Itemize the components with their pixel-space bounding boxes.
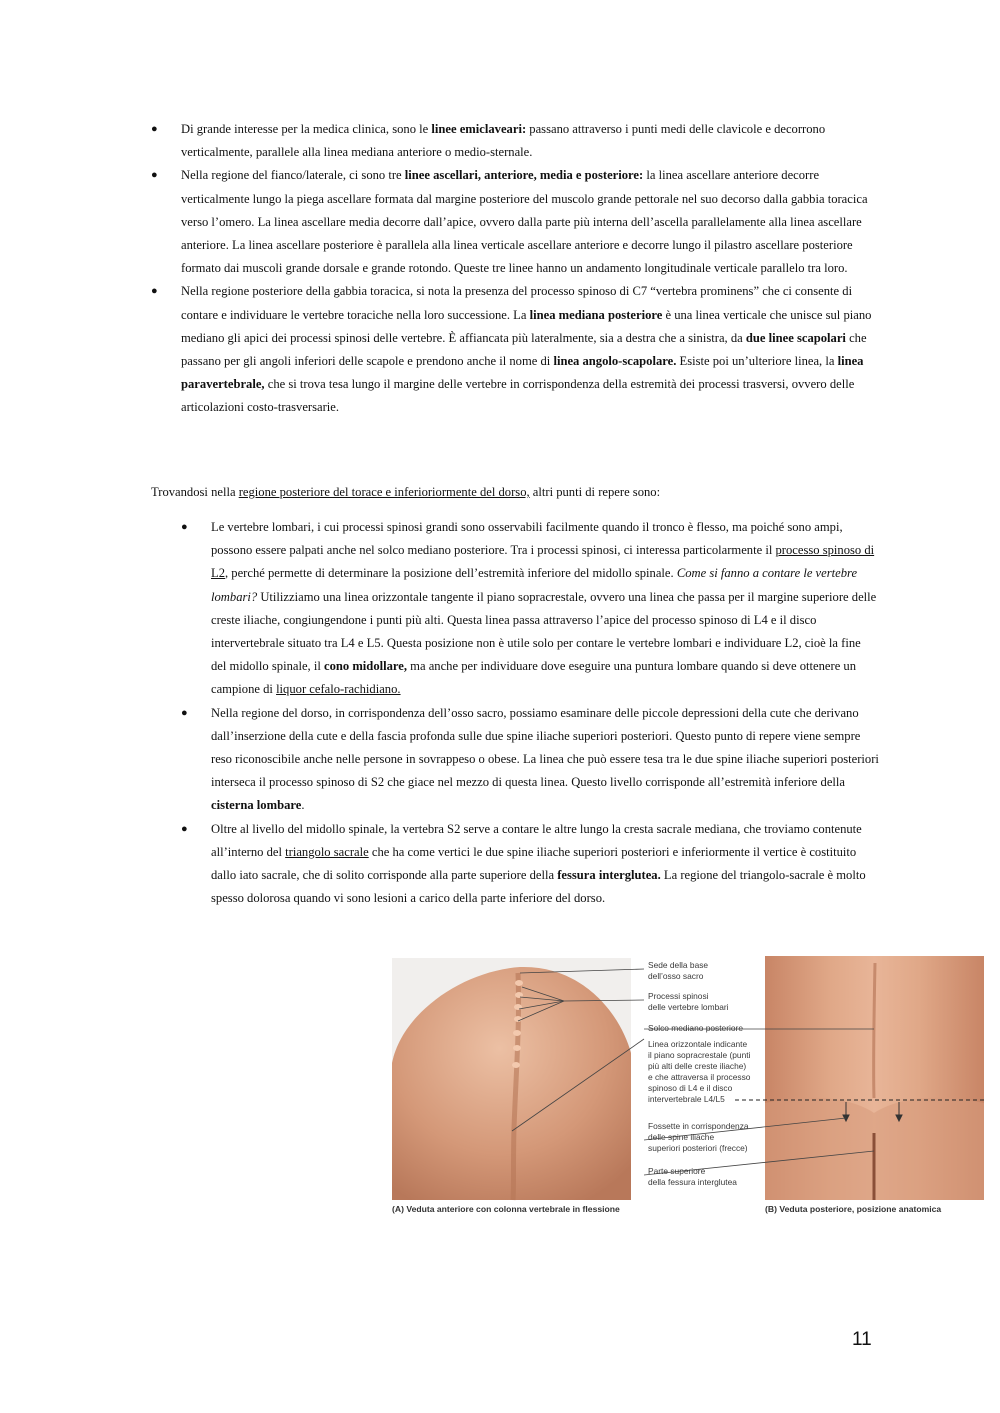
text-run: linea angolo-scapolare.: [553, 354, 677, 369]
text-run: liquor cefalo-rachidiano.: [276, 682, 401, 697]
label-fossette-line-1: Fossette in corrispondenza: [648, 1121, 749, 1131]
anatomy-figure: [392, 953, 984, 1219]
text-run: Le vertebre lombari, i cui processi spinosi grandi sono osservabili facilmente quando il tronco è flesso, ma poiché sono ampi, possono essere palpati anche nel solco mediano posteriore. Tra i processi spinosi, ci interessa particolarmente il: [211, 520, 843, 558]
label-linea-line-5: spinoso di L4 e il disco: [648, 1083, 733, 1093]
bullet-icon: ●: [181, 706, 188, 719]
label-linea-line-3: più alti delle creste iliache): [648, 1061, 747, 1071]
bullet-icon: ●: [151, 285, 158, 298]
text-run: Nella regione del dorso, in corrispondenza dell’osso sacro, possiamo esaminare delle piccole depressioni della cute che derivano dall’inserzione della cute e della fascia profonda sulle due spine iliache superiori posteriori. Questo punto di repere viene sempre reso riconoscibile anche nelle persone in sovrappeso o obese. La linea che può essere tesa tra le due spine iliache superiori posteriori interseca il processo spinoso di S2 che giace nel mezzo di questa linea. Questo livello corrisponde all’estremità inferiore della: [211, 705, 879, 790]
list-item: [151, 164, 879, 280]
bullet-icon: ●: [181, 822, 188, 835]
text-run: triangolo sacrale: [285, 844, 369, 859]
label-processi-line-1: Processi spinosi: [648, 991, 709, 1001]
text-run: linea paravertebrale,: [181, 354, 864, 392]
label-linea-line-2: il piano sopracrestale (punti: [648, 1050, 751, 1060]
text-run: ma anche per individuare dove eseguire una puntura lombare quando si deve ottenere un campione di: [211, 659, 857, 697]
label-processi-line-2: delle vertebre lombari: [648, 1002, 729, 1012]
page-number: 11: [852, 1329, 872, 1350]
label-fossette-line-3: superiori posteriori (frecce): [648, 1143, 748, 1153]
text-run: linee emiclaveari:: [431, 122, 527, 136]
label-sede-line-1: Sede della base: [648, 960, 709, 970]
text-run: fessura interglutea.: [557, 868, 661, 883]
text-run: Nella regione posteriore della gabbia toracica, si nota la presenza del processo spinoso di C7 “vertebra prominens” che ci consente di contare e individuare le vertebre toraciche nella loro successione. La: [181, 284, 853, 322]
list-item: [181, 702, 879, 818]
bullet-icon: ●: [151, 169, 158, 182]
anatomy-figure-svg: [392, 953, 984, 1219]
text-run: che passano per gli angoli inferiori delle scapole e prendono anche il nome di: [181, 330, 867, 369]
label-linea-line-1: Linea orizzontale indicante: [648, 1039, 748, 1049]
text-run: regione posteriore del torace e inferioriormente del dorso,: [238, 485, 530, 499]
text-run: linea mediana posteriore: [529, 307, 663, 322]
label-fessura-line-2: della fessura interglutea: [648, 1177, 737, 1187]
label-linea-line-4: e che attraversa il processo: [648, 1072, 751, 1082]
text-run: Di grande interesse per la medica clinica, sono le: [181, 122, 432, 136]
list-item: [151, 118, 879, 164]
label-solco: Solco mediano posteriore: [648, 1023, 743, 1033]
label-linea-line-6: intervertebrale L4/L5: [648, 1094, 725, 1104]
bullet-icon: ●: [181, 521, 188, 533]
text-run: passano attraverso i punti medi delle clavicole e decorrono verticalmente, parallele alla linea mediana anteriore o medio-sternale.: [181, 122, 826, 160]
text-run: La regione del triangolo-sacrale è molto spesso dolorosa quando vi sono lesioni a carico della parte inferiore del dorso.: [211, 868, 866, 906]
panel-b-groove: [874, 963, 875, 1098]
text-run: cono midollare,: [323, 659, 408, 674]
intro-paragraph: [151, 481, 879, 504]
text-run: linee ascellari, anteriore, media e posteriore:: [404, 168, 644, 183]
text-run: processo spinoso di L2: [211, 543, 875, 581]
list-item-text: [181, 122, 825, 159]
text-run: Nella regione del fianco/laterale, ci sono tre: [181, 168, 405, 183]
text-run: Esiste poi un’ulteriore linea, la: [676, 354, 838, 369]
text-run: , perché permette di determinare la posizione dell’estremità inferiore del midollo spinale.: [225, 566, 677, 581]
list-item-text: [211, 520, 876, 696]
label-sede-line-2: dell’osso sacro: [648, 971, 704, 981]
text-run: che si trova tesa lungo il margine delle vertebre in corrispondenza della estremità dei processi trasversi, ovvero delle articolazioni costo-trasversarie.: [181, 377, 855, 415]
text-run: due linee scapolari: [745, 330, 846, 345]
list-item: [181, 516, 879, 702]
text-run: la linea ascellare anteriore decorre verticalmente lungo la piega ascellare formata dal margine posteriore del muscolo grande pettorale nel suo decorso dalla gabbia toracica verso l’omero. La linea ascellare media decorre dall’apice, ovvero dalla parte più interna dell’ascella parallelamente alla linea ascellare anteriore. La linea ascellare posteriore è parallela alla linea verticale ascellare anteriore e decorre lungo il pilastro ascellare posteriore formato dai muscoli grande dorsale e grande rotondo. Queste tre linee hanno un andamento longitudinale verticale parallelo tra loro.: [181, 168, 868, 276]
caption-a: (A) Veduta anteriore con colonna vertebrale in flessione: [392, 1204, 620, 1214]
text-run: altri punti di repere sono:: [529, 485, 661, 499]
text-run: Trovandosi nella: [151, 485, 239, 499]
bullet-icon: ●: [151, 123, 158, 135]
text-run: è una linea verticale che unisce sul piano mediano gli apici dei processi spinosi delle vertebre. È affiancata più lateralmente, sia a destra che a sinistra, da: [181, 307, 872, 345]
list-item-text: [181, 168, 868, 275]
list-item-text: [211, 822, 866, 906]
text-run: Utilizziamo una linea orizzontale tangente il piano sopracrestale, ovvero una linea che passa per il margine superiore delle creste iliache, congiungendone i punti più alti. Questa linea passa attraverso l’apice del processo spinoso di L4 e il disco intervertebrale situato tra L4 e L5. Questa posizione non è utile solo per contare le vertebre lombari e individuare L2, cioè la fine del midollo spinale, il: [211, 589, 877, 674]
list-item: [181, 818, 879, 911]
text-run: cisterna lombare: [211, 798, 302, 813]
bullet-list-lines: [151, 118, 879, 420]
text-run: .: [301, 798, 305, 813]
list-item-text: [181, 284, 871, 414]
text-run: che ha come vertici le due spine iliache superiori posteriori e inferiormente il vertice è costituito dallo iato sacrale, che di solito corrisponde alla parte superiore della: [211, 844, 857, 883]
list-item: [151, 280, 879, 419]
text-run: Come si fanno a contare le vertebre lombari?: [211, 566, 858, 604]
bullet-list-landmarks: [181, 516, 879, 910]
text-run: Oltre al livello del midollo spinale, la vertebra S2 serve a contare le altre lungo la cresta sacrale mediana, che troviamo contenute all’interno del: [211, 821, 862, 859]
caption-b: (B) Veduta posteriore, posizione anatomica: [765, 1204, 942, 1214]
list-item-text: [211, 706, 879, 813]
label-fessura-line-1: Parte superiore: [648, 1166, 706, 1176]
label-fossette-line-2: delle spine iliache: [648, 1132, 715, 1142]
